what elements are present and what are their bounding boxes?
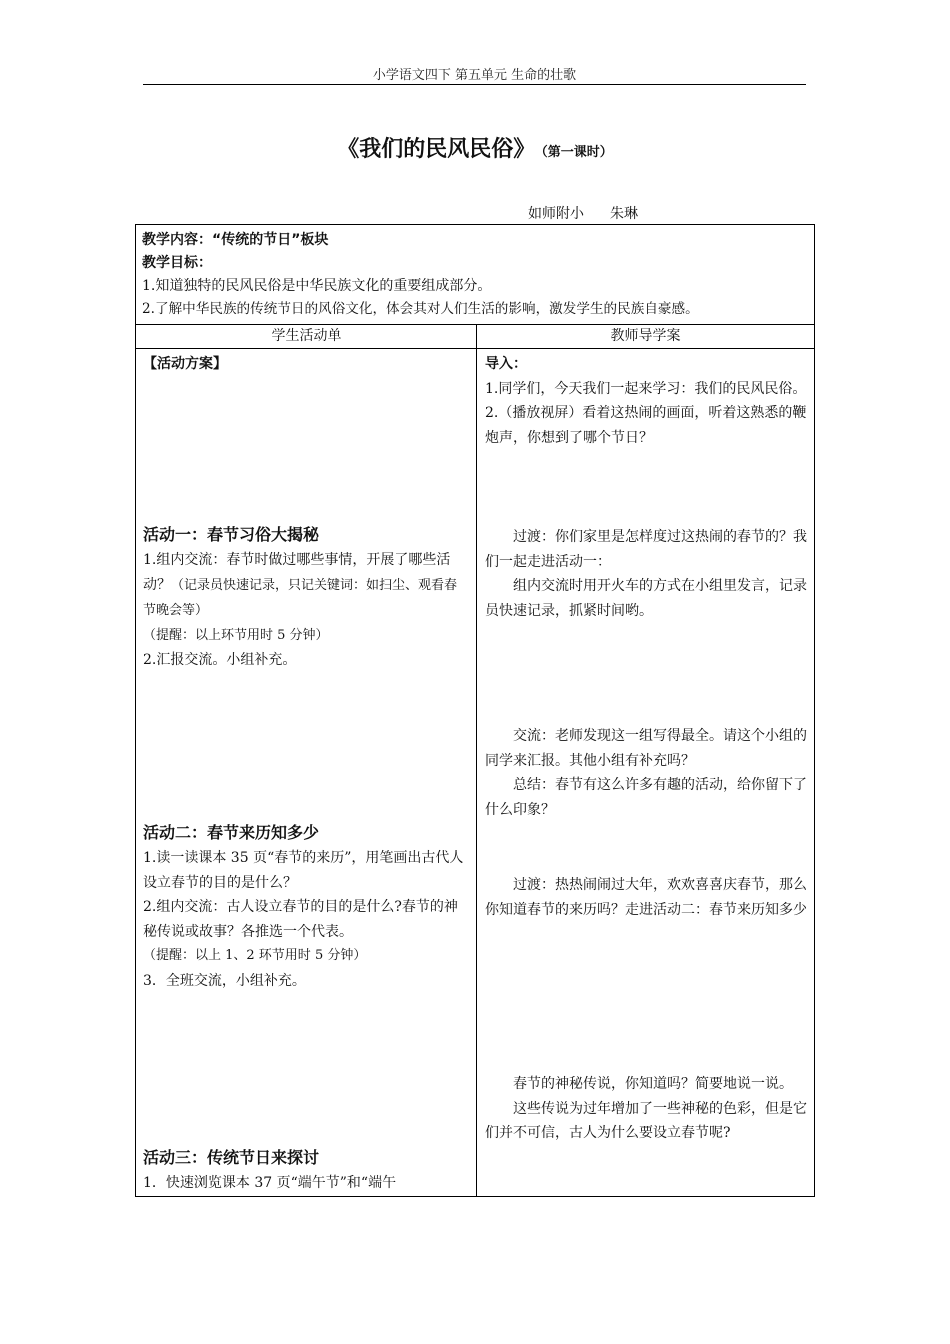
title-sub: （第一课时） [541, 145, 613, 160]
header-rule [143, 84, 806, 85]
activity-1-step-1-note: （记录员快速记录，只记关键词：如扫尘、观看春节晚会等） [143, 577, 458, 619]
intro-step-1: 1.同学们，今天我们一起来学习：我们的民风民俗。 [485, 380, 807, 397]
title-main: 《我们的民风民俗》 [337, 137, 536, 162]
activity-2-title: 活动二：春节来历知多少 [143, 823, 320, 842]
goal-2: 2.了解中华民族的传统节日的风俗文化，体会其对人们生活的影响，激发学生的民族自豪感。 [142, 301, 699, 317]
activity-2-step-1: 1.读一读课本 35 页“春节的来历”，用笔画出古代人设立春节的目的是什么？ [143, 850, 464, 891]
activity-3-title: 活动三：传统节日来探讨 [143, 1148, 320, 1167]
plan-label: 【活动方案】 [143, 356, 227, 372]
page-header: 小学语文四下 第五单元 生命的壮歌 [372, 68, 577, 83]
author-name: 朱琳 [610, 206, 638, 222]
legend-note: 这些传说为过年增加了一些神秘的色彩，但是它们并不可信，古人为什么要设立春节呢? [485, 1100, 807, 1142]
lesson-title [0, 132, 950, 163]
group-tip-text: 组内交流时用开火车的方式在小组里发言，记录员快速记录，抓紧时间哟。 [485, 578, 807, 619]
teacher-transition-1 [485, 525, 807, 623]
intro-label: 导入： [485, 356, 527, 372]
activity-1-step-1 [143, 548, 469, 624]
activity-2-reminder: （提醒：以上 1、2 环节用时 5 分钟） [143, 948, 367, 964]
legend-question: 春节的神秘传说，你知道吗？简要地说一说。 [513, 1076, 793, 1092]
lesson-table [135, 224, 815, 1197]
activity-1-reminder: （提醒：以上环节用时 5 分钟） [143, 627, 329, 643]
transition-1-text: 过渡：你们家里是怎样度过这热闹的春节的？我们一起走进活动一： [485, 529, 807, 570]
teacher-exchange [485, 724, 807, 822]
activity-2-step-3: 3．全班交流，小组补充。 [143, 972, 306, 989]
activity-1-step-1-text: 1.组内交流：春节时做过哪些事情，开展了哪些活动？ [143, 552, 451, 593]
teacher-intro [485, 352, 807, 450]
content-label: 教学内容：“传统的节日”板块 [142, 232, 329, 248]
activity-2 [143, 820, 469, 994]
teacher-transition-2 [485, 873, 807, 922]
lesson-intro [136, 225, 814, 325]
activity-1 [143, 522, 469, 673]
exchange-text: 交流：老师发现这一组写得最全。请这个小组的同学来汇报。其他小组有补充吗？ [485, 728, 807, 769]
author-school: 如师附小 [528, 206, 584, 222]
column-header-teacher: 教师导学案 [477, 325, 814, 349]
column-divider [476, 325, 477, 1196]
goal-1: 1.知道独特的民风民俗是中华民族文化的重要组成部分。 [142, 278, 492, 294]
intro-step-2: 2.（播放视屏）看着这热闹的画面，听着这熟悉的鞭炮声，你想到了哪个节日？ [485, 405, 807, 446]
teacher-legend [485, 1072, 807, 1146]
activity-1-title: 活动一：春节习俗大揭秘 [143, 525, 320, 544]
activity-3 [143, 1145, 469, 1196]
column-header-student: 学生活动单 [136, 325, 477, 349]
author-line [528, 203, 638, 223]
activity-2-step-2: 2.组内交流：古人设立春节的目的是什么?春节的神秘传说或故事？各推选一个代表。 [143, 899, 458, 940]
activity-1-step-2: 2.汇报交流。小组补充。 [143, 652, 297, 669]
goal-label: 教学目标： [142, 255, 212, 271]
summary-text: 总结：春节有这么许多有趣的活动，给你留下了什么印象？ [485, 777, 807, 818]
transition-2-text: 过渡：热热闹闹过大年，欢欢喜喜庆春节，那么你知道春节的来历吗？走进活动二：春节来历知多少 [485, 877, 807, 918]
activity-3-step-1: 1．快速浏览课本 37 页“端午节”和“端午 [143, 1175, 397, 1191]
